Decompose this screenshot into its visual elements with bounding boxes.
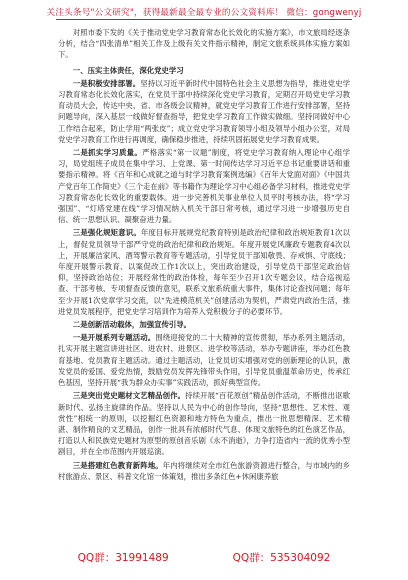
- document-body: [58, 27, 350, 484]
- section-2-item-2-text: 持续开展“百花原创”精品创作活动，不断推出讴歌新时代、弘扬主旋律的作品。坚持以人民为中心的创作导向，坚持“思想性、艺术性、观赏性”相统一的原则，以挖掘红色资源和地方特色为重点，推出一批思想精深、艺术精湛、制作精良的文艺精品，创作一批具有浓郁时代气息、体现文旅特色的红色演艺作品，打造以人和民族党史题材为原型的原创音乐剧《永不消逝》，力争打造省内一流的优秀小型剧目，并在全市范围内开展巡演。: [58, 391, 350, 457]
- header-divider: [56, 19, 352, 20]
- section-1-item-1-text: 坚持以习近平新时代中国特色社会主义思想为指导，推进党史学习教育常态化长效化落实，在党员干部中持续深化党史学习教育，定期召开局党史学习教育动员大会，传达中央、省、市各级会议精神，就党史学习教育工作进行安排部署，坚持问题导向，深入基层一线做好督查指导，把党史学习教育工作做实做细。坚持同做好中心工作结合起来，防止学用“两张皮”；成立党史学习教育领导小组及领导小组办公室，对局党史学习教育工作进行再调度，确保稳步推进，持续巩固拓展党史学习教育成果。: [58, 78, 350, 144]
- intro-paragraph: 对照市委下发的《关于推动党史学习教育常态化长效化的实施方案》，市文旅局经逐条分析，结合“四张清单”相关工作及上级有关文件指示精神，制定文旅系统具体实施方案如下。: [58, 28, 350, 60]
- section-1-item-3-title: 三是强化规矩意识。: [72, 228, 141, 238]
- section-2-item-3-title: 三是搭建红色教育新阵地。: [72, 460, 163, 470]
- footer-qq-group-2: QQ群：535304092: [232, 552, 331, 564]
- section-1-item-2-text: 严格落实“第一议题”制度，将党史学习教育纳入理论中心组学习，局党组班子成员在集中学习、上党课、第一时间传达学习习近平总书记重要讲话和重要指示精神。将《百年和心成就之道与时学习教育案例选编》《百年大党面对面》《中国共产党百年工作简史》《三个走在前》等书籍作为理论学习中心组必备学习材料，推进党史学习教育常态化长效化的重要载体。进一步完善机关事业单位人员平时考核办法，将“学习强国”、“灯塔党建在线”学习情况纳入机关干部日常考核，通过学习进一步增强历史自信、统一思想认识、凝聚奋进力量。: [58, 148, 350, 225]
- section-2-item-1: [58, 332, 350, 388]
- section-2-item-1-title: 一是开展系列专题活动。: [72, 333, 156, 343]
- section-2-item-3-text: 年内将继续对全市红色旅游资源进行整合，与市域内的乡村旅游点、景区、科普文化馆一体策划，推出多条红色+休闲康养旅: [58, 460, 350, 481]
- section-1-item-3: [58, 227, 350, 317]
- section-2-heading: 二是创新活动载体，加强宣传引导。: [72, 320, 192, 330]
- section-2-item-2: [58, 390, 350, 457]
- section-2-item-3: [58, 460, 350, 482]
- footer-contact: [0, 550, 408, 565]
- section-1-item-2: [58, 147, 350, 225]
- section-1-item-2-title: 二是抓实学习质量。: [72, 148, 143, 158]
- footer-qq-group-1: QQ群：31991489: [77, 552, 169, 564]
- section-2-item-1-text: 围绕迎接党的二十大精神的宣传贯彻，举办系列主题活动，扎实开展主题宣讲进社区、进农村、进景区、进学校等活动，举办专题讲座，举办红色教育基地、党员教育主题活动。通过主题活动，让党员切实增强对党的创新理论的认识，激发党员的爱国、爱党热情，鼓励党员发挥先锋带头作用，引导党员重温革命历史，传承红色基因，坚持开展“我为群众办实事”实践活动，抓好典型宣传。: [58, 333, 350, 388]
- section-1-item-1-title: 一是积极安排部署。: [72, 78, 141, 88]
- section-2-item-2-title: 三是突出党史题材文艺精品创作。: [72, 391, 186, 401]
- header-banner: 关注头条号"公文研究"，获得最新最全最专业的公文资料库！ 微信：gongwenyj: [46, 8, 362, 18]
- section-1-heading: 一、压实主体责任，深化党史学习: [72, 65, 184, 75]
- section-1-item-3-text: 年度目标开展规党纪教育特别是政治纪律和政治规矩教育1次以上，督促党员领导干部严守党的政治纪律和政治规矩。年度开展党风廉政专题教育4次以上，开展廉洁家风、酒驾警示教育等专题活动，引导党员干部知敬畏、存戒惧、守底线；年度开展警示教育、以案促改工作1次以上，突出政治建设，引导党员干部坚定政治信仰，坚持政治站位；开展经常性的政治体检，每年至少召开1次专题会议，结合巡视巡查、干部考核、专项督查反馈的意见，联系文旅系统重大事件，集体讨论查找问题；每年至少开展1次党章学习交流，以“先进模范机关”创建活动为契机，严肃党内政治生活，推进党员发展程序，把党史学习培训作为培养入党积极分子的必要环节。: [58, 228, 350, 316]
- section-1-item-1: [58, 78, 350, 145]
